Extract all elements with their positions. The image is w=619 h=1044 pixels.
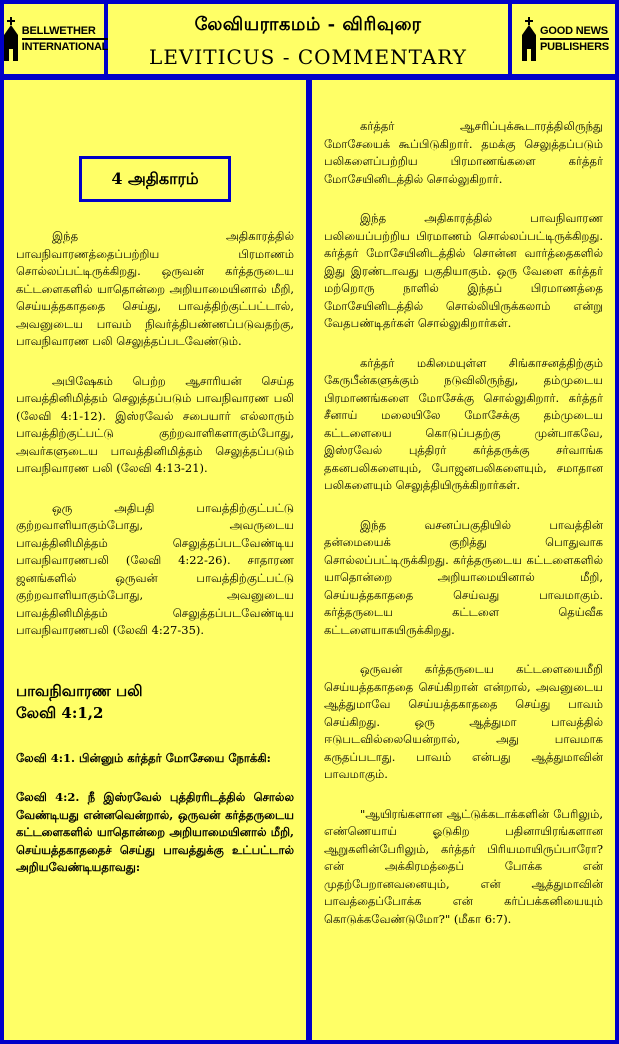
paragraph: இந்த அதிகாரத்தில் பாவநிவாரணத்தைப்பற்றிய பிரமாணம் சொல்லப்பட்டிருக்கிறது. ஒருவன் கர்த்தருடைய கட்டளைகளில் யாதொன்றை அறியாமையினால் மீறி, செய்யத்தகாததை செய்து, பாவத்திற்குட்பட்டால், அவனுடைய பாவம் நிவர்த்திபண்ணப்படுவதற்கு, பாவநிவாரண பலி செலுத்தப்படவேண்டும். (16, 229, 294, 348)
right-column (312, 80, 615, 1040)
paragraph: கர்த்தர் ஆசரிப்புக்கூடாரத்திலிருந்து மோசேயைக் கூப்பிடுகிறார். தமக்கு செலுத்தப்படும் பலிகளைப்பற்றிய பிரமாணங்களை கர்த்தர் மோசேயினிடத்தில் சொல்லுகிறார். (324, 119, 603, 186)
section-heading-reference: லேவி 4:1,2 (16, 703, 104, 722)
paragraph: கர்த்தர் மகிமையுள்ள சிங்காசனத்திற்கும் கேருபீன்களுக்கும் நடுவிலிருந்து, தம்முடைய பிரமாணங்களை மோசேக்கு சொல்லுகிறார். கர்த்தர் சீனாய் மலையிலே மோசேக்கு தம்முடைய கட்டளையை கொடுப்பதற்கு முன்பாகவே, இஸ்ரவேல் புத்திரர் கர்த்தருக்கு சர்வாங்க தகனபலிகளையும், போஜனபலிகளையும், சமாதான பலிகளையும் செலுத்தியிருக்கிறார்கள். (324, 355, 603, 492)
bellwether-logo-text (22, 24, 108, 54)
page-header (108, 4, 508, 74)
church-icon (518, 17, 540, 61)
church-icon (0, 17, 22, 61)
paragraph: ஒருவன் கர்த்தருடைய கட்டளையைமீறி செய்யத்தகாததை செய்கிறான் என்றால், அவனுடைய ஆத்துமாவே செய்யத்தகாததை செய்து பாவம் செய்கிறது. ஒரு ஆத்துமா பாவத்தில் ஈடுபடவில்லையென்றால், அது பாவமாக கருதப்படாது. பாவம் என்பது ஆத்துமாவின் பாவமாகும். (324, 662, 603, 781)
good-news-logo (512, 4, 615, 74)
page-title-english: LEVITICUS - COMMENTARY (149, 45, 467, 69)
logo-line-1: BELLWETHER (22, 24, 108, 40)
section-heading-title: பாவநிவாரண பலி (16, 681, 143, 700)
section-heading (16, 680, 294, 724)
paragraph: அபிஷேகம் பெற்ற ஆசாரியன் செய்த பாவத்தினிமித்தம் செலுத்தப்படும் பாவநிவாரண பலி (லேவி 4:1-12). இஸ்ரவேல் சபையார் எல்லாரும் பாவத்திற்குட்பட்டு குற்றவாளிகளாகும்போது, அவர்களுடைய பாவத்தினிமித்தம் செலுத்தப்படும் பாவநிவாரண பலி (லேவி 4:13-21). (16, 373, 294, 475)
logo-line-2: PUBLISHERS (540, 41, 609, 53)
paragraph: இந்த வசனப்பகுதியில் பாவத்தின் தன்மையைக் குறித்து பொதுவாக சொல்லப்பட்டிருக்கிறது. கர்த்தருடைய கட்டளைகளில் யாதொன்றை அறியாமையினால் மீறி, செய்யத்தகாததை செய்வது பாவமாகும். கர்த்தருடைய கட்டளை தெய்வீக கட்டளையாகயிருக்கிறது. (324, 517, 603, 637)
chapter-title: 4 அதிகாரம் (79, 156, 231, 202)
logo-line-2: INTERNATIONAL (21, 41, 109, 53)
paragraph: ஒரு அதிபதி பாவத்திற்குட்பட்டு குற்றவாளியாகும்போது, அவருடைய பாவத்தினிமித்தம் செலுத்தப்படவேண்டிய பாவநிவாரணபலி (லேவி 4:22-26). சாதாரண ஜனங்களில் ஒருவன் பாவத்திற்குட்பட்டு குற்றவாளியாகும்போது, அவனுடைய பாவத்தினிமித்தம் செலுத்தப்படவேண்டிய பாவநிவாரணபலி (லேவி 4:27-35). (16, 500, 294, 637)
good-news-logo-text (540, 24, 609, 54)
bellwether-logo (4, 4, 109, 74)
logo-line-1: GOOD NEWS (540, 24, 609, 40)
paragraph: "ஆயிரங்களான ஆட்டுக்கடாக்களின் பேரிலும், எண்ணெயாய் ஓடுகிற பதினாயிரங்களான ஆறுகளின்பேரிலும், கர்த்தர் பிரியமாயிருப்பாரோ? என் அக்கிரமத்தைப் போக்க என் முதற்பேறானவனையும், என் ஆத்துமாவின் பாவத்தைப்போக்க என் கர்ப்பக்கனியையும் கொடுக்கவேண்டுமோ?" (மீகா 6:7). (324, 806, 603, 926)
verse-text: லேவி 4:2. நீ இஸ்ரவேல் புத்திரரிடத்தில் சொல்ல வேண்டியது என்னவென்றால், ஒருவன் கர்த்தருடைய கட்டளைகளில் யாதொன்றை அறியாமையினால் மீறி, செய்யத்தகாததைச் செய்து பாவத்துக்கு உட்பட்டால் அறியவேண்டியதாவது: (16, 790, 294, 874)
page-title-tamil: லேவியராகமம் - விரிவுரை (194, 14, 422, 35)
left-column (4, 80, 306, 1040)
verse-text: லேவி 4:1. பின்னும் கர்த்தர் மோசேயை நோக்கி: (16, 750, 271, 765)
paragraph: இந்த அதிகாரத்தில் பாவநிவாரண பலியைப்பற்றிய பிரமாணம் சொல்லப்பட்டிருக்கிறது. கர்த்தர் மோசேயினிடத்தில் சொன்ன வார்த்தைகளில் இது இரண்டாவது பகுதியாகும். ஒரு வேளை கர்த்தர் மற்றொரு நாளில் இந்தப் பிரமாணத்தை மோசேயினிடத்தில் சொல்லியிருக்கலாம் என்று வேதபண்டிதர்கள் சொல்லுகிறார்கள். (324, 211, 603, 330)
